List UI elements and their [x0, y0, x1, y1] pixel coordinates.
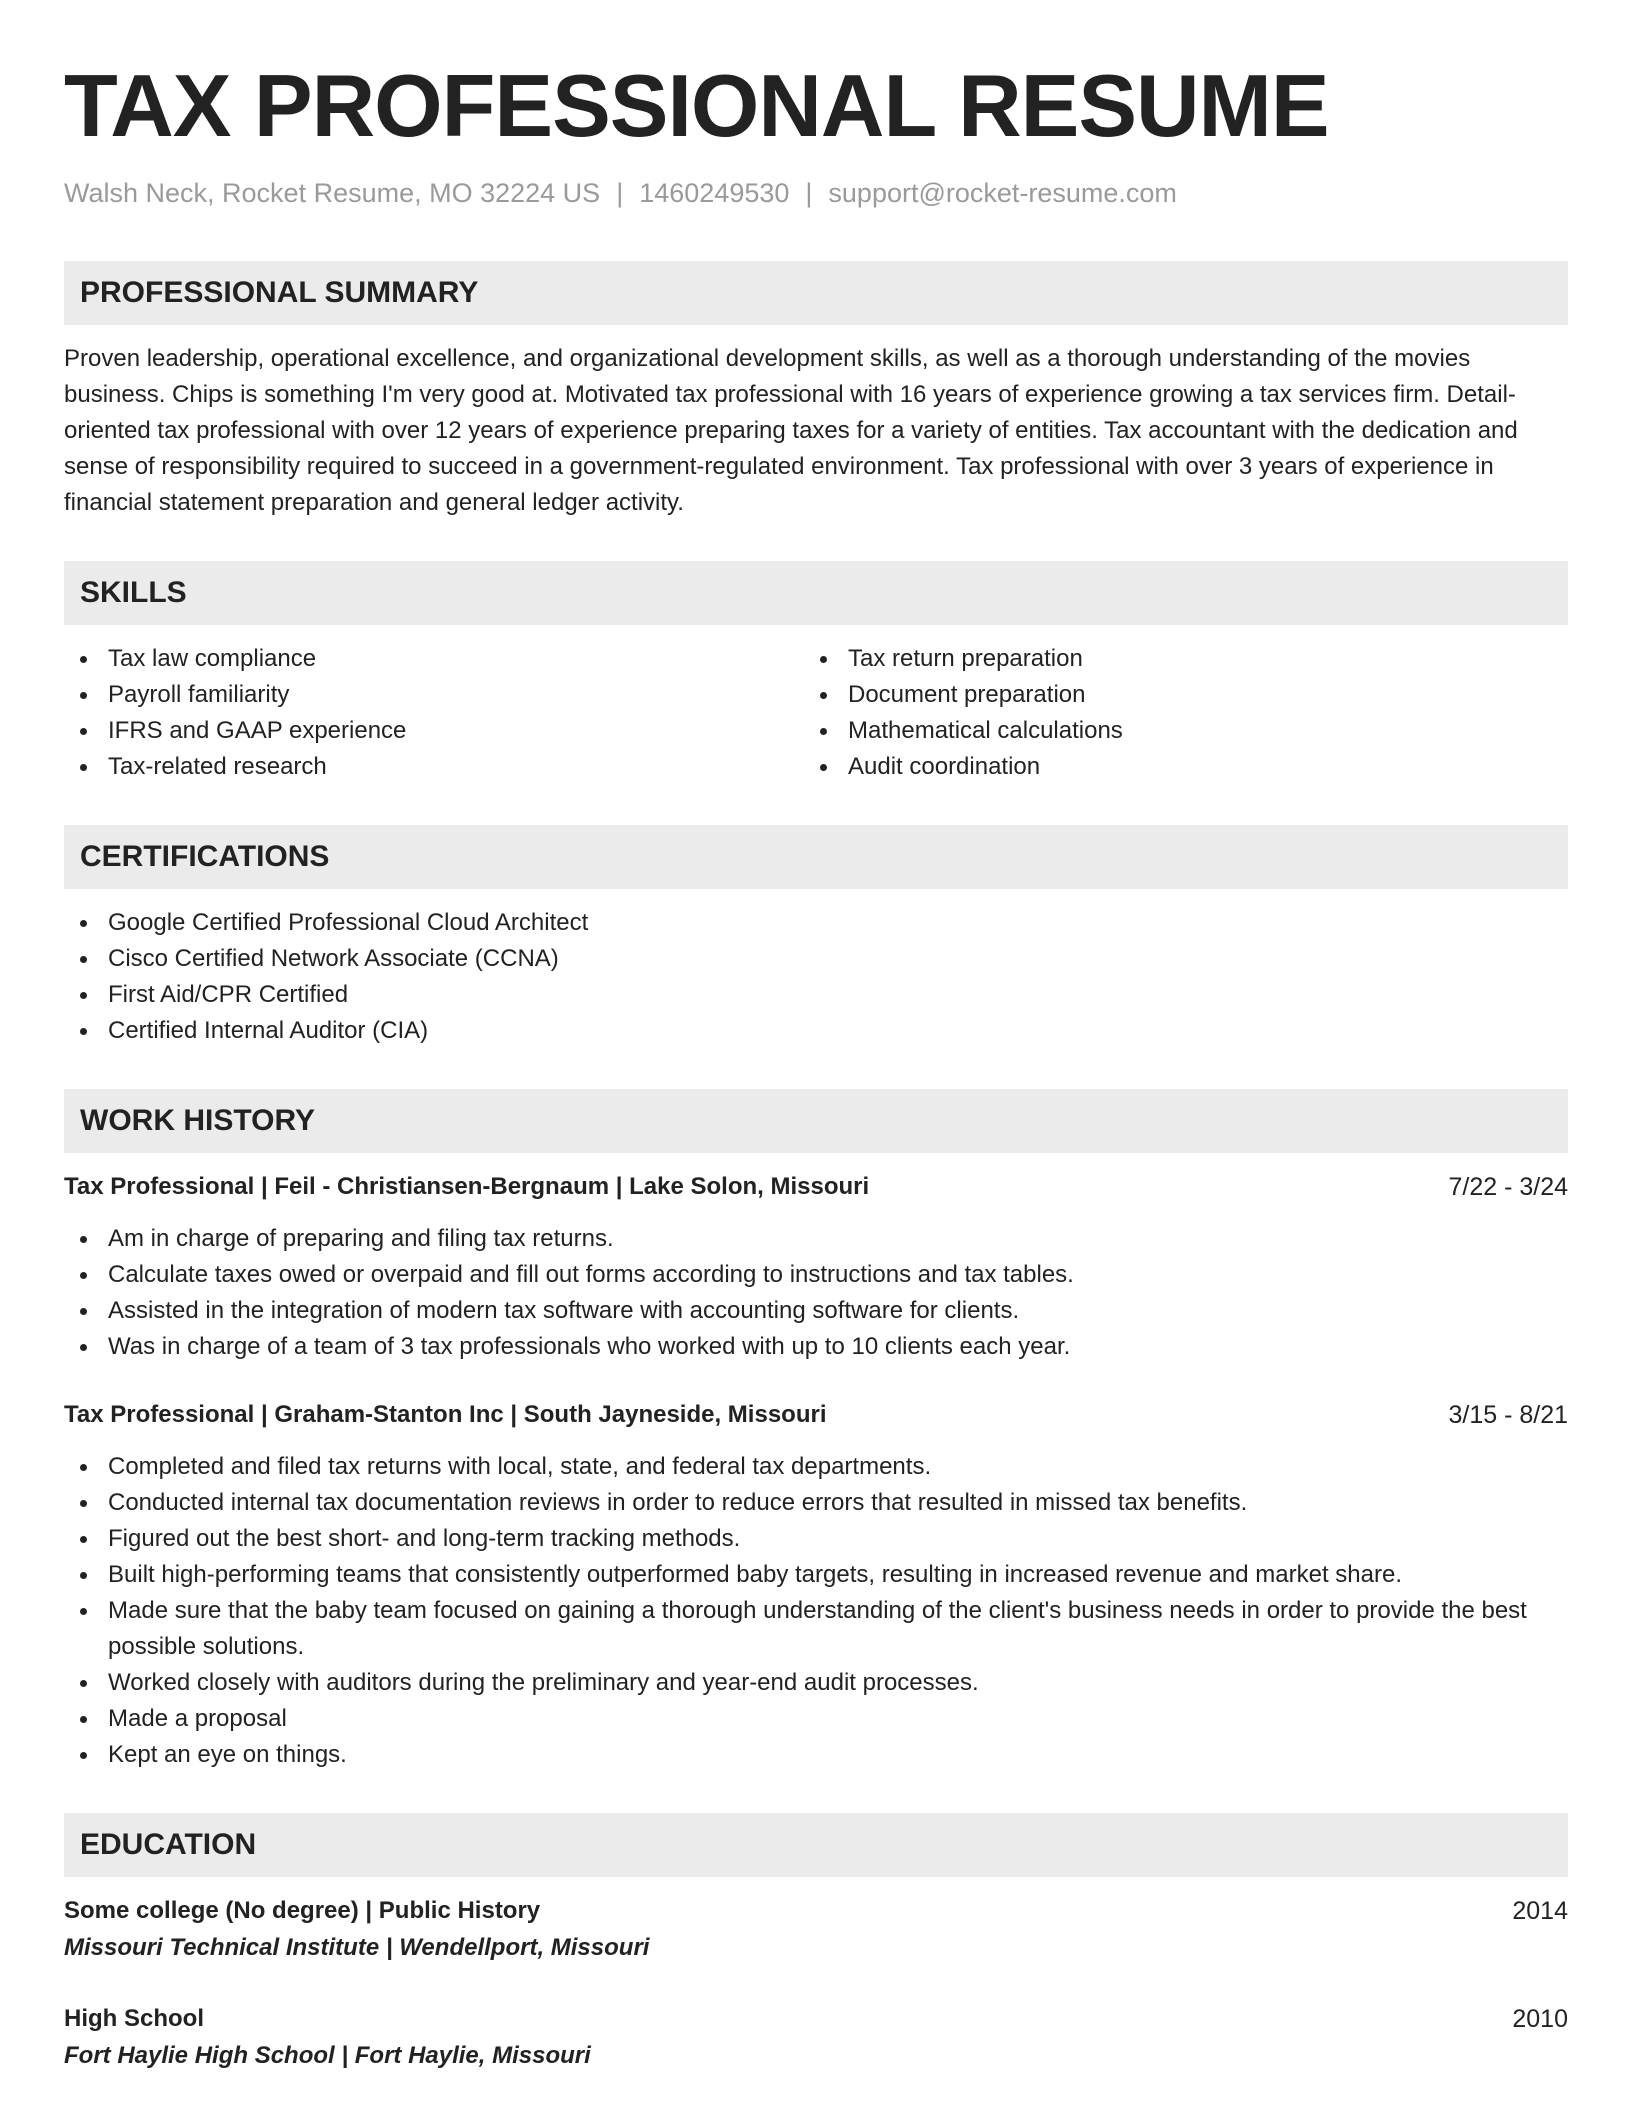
- skill-item: Document preparation: [804, 677, 1544, 713]
- job-title: Tax Professional | Graham-Stanton Inc | South Jayneside, Missouri: [64, 1401, 827, 1428]
- job-duty: Completed and filed tax returns with local, state, and federal tax departments.: [64, 1449, 1568, 1485]
- education-entry: [64, 1893, 1568, 1967]
- education-year: 2010: [1512, 2005, 1568, 2033]
- education-header: [64, 1893, 1568, 1929]
- job-entry: [64, 1397, 1568, 1773]
- job-dates: 3/15 - 8/21: [1448, 1401, 1568, 1429]
- section-header-summary: PROFESSIONAL SUMMARY: [64, 261, 1568, 325]
- skills-column-left: [64, 641, 804, 785]
- section-header-certifications: CERTIFICATIONS: [64, 825, 1568, 889]
- education-year: 2014: [1512, 1897, 1568, 1925]
- contact-line: [64, 178, 1568, 209]
- section-header-skills: SKILLS: [64, 561, 1568, 625]
- job-duty: Figured out the best short- and long-term tracking methods.: [64, 1521, 1568, 1557]
- job-entry: [64, 1169, 1568, 1365]
- section-header-work-history: WORK HISTORY: [64, 1089, 1568, 1153]
- contact-address: Walsh Neck, Rocket Resume, MO 32224 US: [64, 178, 601, 208]
- job-duty: Was in charge of a team of 3 tax professionals who worked with up to 10 clients each year.: [64, 1329, 1568, 1365]
- education-header: [64, 2001, 1568, 2037]
- job-duty: Built high-performing teams that consistently outperformed baby targets, resulting in increased revenue and market share.: [64, 1557, 1568, 1593]
- job-duties: [64, 1449, 1568, 1773]
- skill-item: Tax law compliance: [64, 641, 804, 677]
- certification-item: Cisco Certified Network Associate (CCNA): [64, 941, 1568, 977]
- summary-text: Proven leadership, operational excellence, and organizational development skills, as well as a thorough understanding of the movies business. Chips is something I'm very good at. Motivated tax professional with 16 years of experience growing a tax services firm. Detail-oriented tax professional with over 12 years of experience preparing taxes for a variety of entities. Tax accountant with the dedication and sense of responsibility required to succeed in a government-regulated environment. Tax professional with over 3 years of experience in financial statement preparation and general ledger activity.: [64, 345, 1518, 516]
- job-header: [64, 1397, 1568, 1433]
- education-entry: [64, 2001, 1568, 2075]
- education-school: Fort Haylie High School | Fort Haylie, Missouri: [64, 2042, 591, 2069]
- certification-item: Certified Internal Auditor (CIA): [64, 1013, 1568, 1049]
- job-duty: Kept an eye on things.: [64, 1737, 1568, 1773]
- job-duty: Made a proposal: [64, 1701, 1568, 1737]
- job-duty: Worked closely with auditors during the preliminary and year-end audit processes.: [64, 1665, 1568, 1701]
- skills-column-right: [804, 641, 1544, 785]
- skill-item: Tax-related research: [64, 749, 804, 785]
- contact-separator: |: [616, 178, 624, 208]
- certifications-list: [64, 905, 1568, 1049]
- job-duty: Made sure that the baby team focused on gaining a thorough understanding of the client's business needs in order to provide the best possible solutions.: [64, 1593, 1568, 1665]
- section-header-education: EDUCATION: [64, 1813, 1568, 1877]
- skill-item: Tax return preparation: [804, 641, 1544, 677]
- contact-phone: 1460249530: [639, 178, 790, 208]
- job-title: Tax Professional | Feil - Christiansen-Bergnaum | Lake Solon, Missouri: [64, 1173, 870, 1200]
- skill-item: IFRS and GAAP experience: [64, 713, 804, 749]
- contact-separator: |: [805, 178, 813, 208]
- education-degree: Some college (No degree) | Public History: [64, 1897, 541, 1924]
- skill-item: Mathematical calculations: [804, 713, 1544, 749]
- education-school: Missouri Technical Institute | Wendellport, Missouri: [64, 1934, 650, 1961]
- certification-item: First Aid/CPR Certified: [64, 977, 1568, 1013]
- job-duties: [64, 1221, 1568, 1365]
- job-duty: Calculate taxes owed or overpaid and fill out forms according to instructions and tax tables.: [64, 1257, 1568, 1293]
- job-header: [64, 1169, 1568, 1205]
- certification-item: Google Certified Professional Cloud Architect: [64, 905, 1568, 941]
- job-dates: 7/22 - 3/24: [1448, 1173, 1568, 1201]
- job-duty: Am in charge of preparing and filing tax returns.: [64, 1221, 1568, 1257]
- skills-list: [64, 641, 1568, 785]
- job-duty: Conducted internal tax documentation reviews in order to reduce errors that resulted in missed tax benefits.: [64, 1485, 1568, 1521]
- job-duty: Assisted in the integration of modern tax software with accounting software for clients.: [64, 1293, 1568, 1329]
- skill-item: Audit coordination: [804, 749, 1544, 785]
- resume-title: TAX PROFESSIONAL RESUME: [64, 56, 1329, 155]
- contact-email: support@rocket-resume.com: [828, 178, 1177, 208]
- education-degree: High School: [64, 2005, 204, 2032]
- skill-item: Payroll familiarity: [64, 677, 804, 713]
